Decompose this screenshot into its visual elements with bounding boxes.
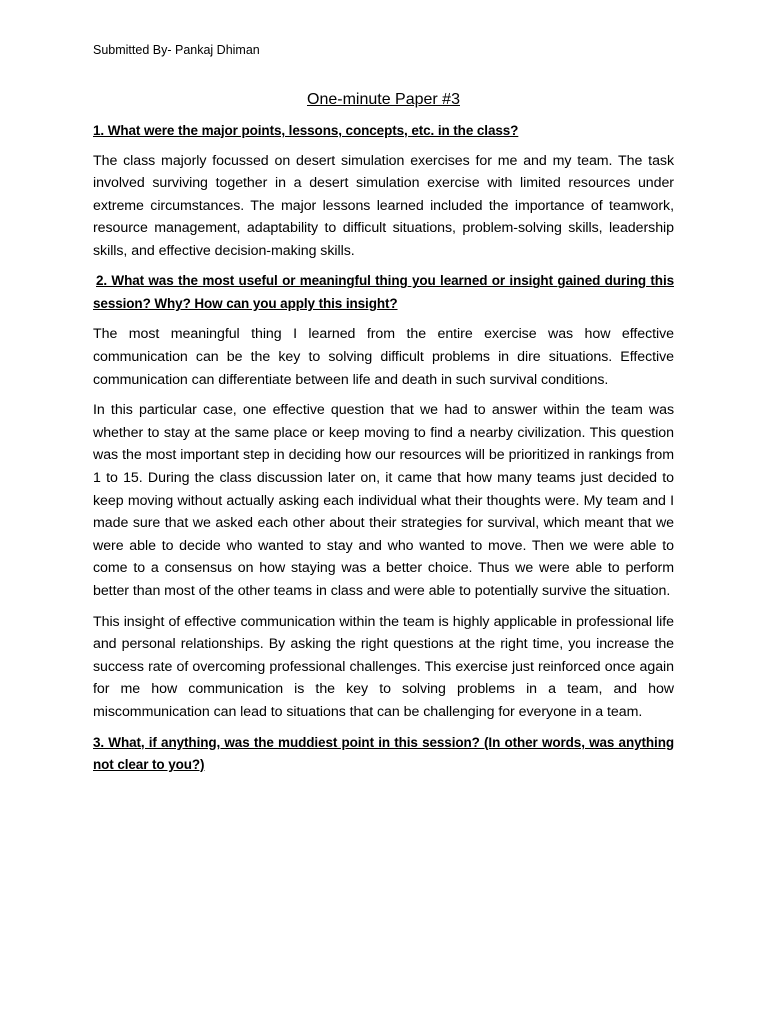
question-1-heading: 1. What were the major points, lessons, concepts, etc. in the class? bbox=[93, 123, 519, 138]
question-3-heading: 3. What, if anything, was the muddiest point in this session? (In other words, was anything not clear to you?) bbox=[93, 734, 674, 773]
document-title: One-minute Paper #3 bbox=[307, 91, 460, 108]
submitted-by-line: Submitted By- Pankaj Dhiman bbox=[93, 43, 260, 57]
answer-2-paragraph-1: The most meaningful thing I learned from the entire exercise was how effective communication can be the key to solving difficult problems in dire situations. Effective communication can differentiate between life and death in such survival conditions. bbox=[93, 326, 674, 388]
document-body bbox=[93, 90, 674, 784]
question-2-heading: 2. What was the most useful or meaningful thing you learned or insight gained during this session? Why? How can you apply this insight? bbox=[93, 273, 674, 311]
answer-1-paragraph: The class majorly focussed on desert simulation exercises for me and my team. The task involved surviving together in a desert simulation exercise with limited resources under extreme circumstances. The major lessons learned included the importance of teamwork, resource management, adaptability to difficult situations, problem-solving skills, leadership skills, and effective decision-making skills. bbox=[93, 152, 674, 259]
answer-2-paragraph-2: In this particular case, one effective question that we had to answer within the team was whether to stay at the same place or keep moving to find a nearby civilization. This question was the most important step in deciding how our resources will be prioritized in rankings from 1 to 15. During the class discussion later on, it came that how many teams just decided to keep moving without actually asking each individual what their thoughts were. My team and I made sure that we asked each other about their strategies for survival, which meant that we were able to decide who wanted to stay and who wanted to move. Then we were able to come to a consensus on how staying was a better choice. Thus we were able to perform better than most of the other teams in class and were able to potentially survive the situation. bbox=[93, 402, 674, 599]
answer-2-paragraph-3: This insight of effective communication within the team is highly applicable in professional life and personal relationships. By asking the right questions at the right time, you increase the success rate of overcoming professional challenges. This exercise just reinforced once again for me how communication is the key to solving problems in a team, and how miscommunication can lead to situations that can be challenging for everyone in a team. bbox=[93, 613, 674, 720]
